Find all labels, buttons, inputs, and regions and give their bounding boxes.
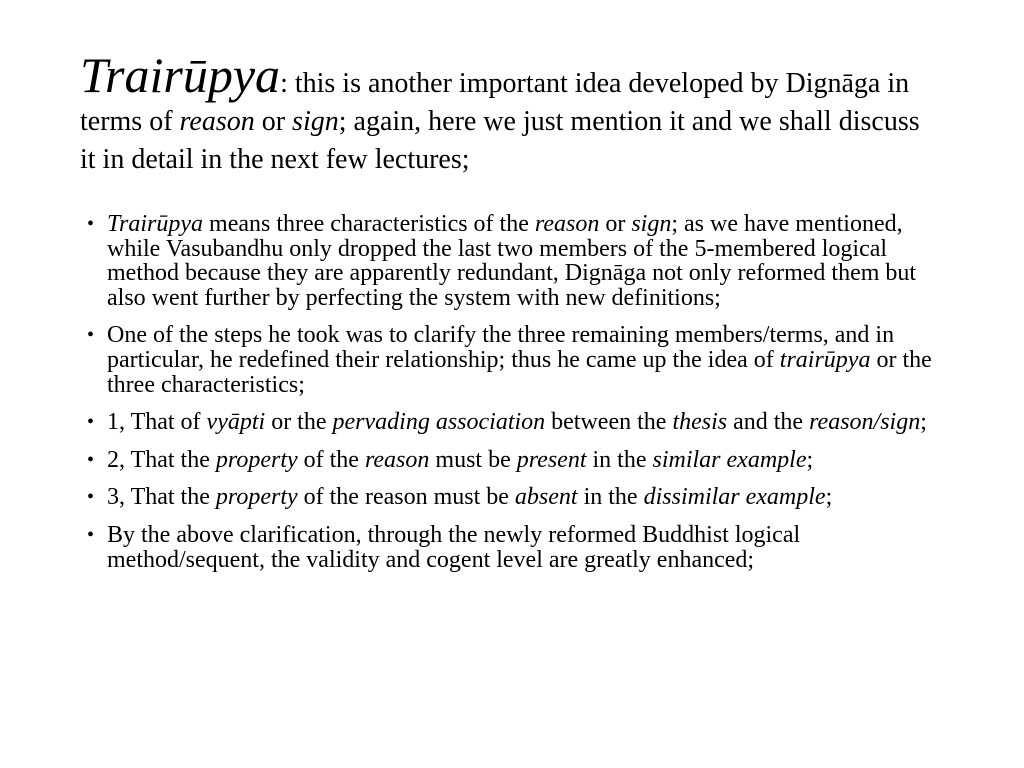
text-run: or <box>254 106 293 137</box>
italic-run: vyāpti <box>206 409 266 436</box>
text-run: means three characteristics of the <box>203 211 535 237</box>
text-run: or the three characteristics; <box>107 346 932 398</box>
text-run: 1, That of <box>107 409 207 436</box>
text-run: or the <box>265 409 333 436</box>
text-run: ; <box>806 446 814 473</box>
text-run: and the <box>727 409 810 436</box>
text-run: One of the steps he took was to clarify the three remaining members/terms, and in particular, he redefined their relationship; thus he came up the idea of <box>107 322 895 373</box>
text-run: of the <box>297 446 365 473</box>
italic-run: reason <box>364 446 430 473</box>
bullet-marker: • <box>87 324 95 347</box>
text-run: By the above clarification, through the newly reformed Buddhist logical method/sequent, the validity and cogent level are greatly enhanced; <box>107 521 801 573</box>
italic-run: similar example <box>652 446 807 473</box>
italic-run: reason/sign <box>809 409 921 436</box>
text-run: between the <box>545 409 673 436</box>
italic-run: property <box>215 446 298 473</box>
italic-run: present <box>516 446 587 473</box>
text-run: ; as we have mentioned, while Vasubandhu only dropped the last two members of the 5-membered logical method because they are apparently redundant, Dignāga not only reformed them but also went further by perfecting the system with new definitions; <box>107 211 917 311</box>
bullet-item <box>80 212 952 310</box>
bullet-text <box>107 448 952 473</box>
bullet-marker: • <box>87 411 95 434</box>
bullet-item <box>80 523 952 572</box>
italic-run: trairūpya <box>779 346 871 373</box>
bullet-marker: • <box>87 448 95 471</box>
bullet-item <box>80 410 952 435</box>
italic-run: sign <box>631 211 672 237</box>
text-run: ; <box>825 484 833 511</box>
slide-title <box>80 47 930 179</box>
text-run: must be <box>429 446 517 473</box>
bullet-item <box>80 485 952 510</box>
text-run: in the <box>586 446 653 473</box>
italic-run: reason <box>179 106 255 137</box>
text-run: : this is another important idea developed by Dignāga in terms of <box>80 68 910 137</box>
bullet-list <box>80 212 964 572</box>
italic-run: dissimilar example <box>643 484 826 511</box>
italic-run: sign <box>292 106 339 137</box>
text-run: in the <box>577 484 644 511</box>
text-run: ; again, here we just mention it and we shall discuss it in detail in the next few lectures; <box>80 106 920 175</box>
text-run: 3, That the <box>107 484 216 511</box>
bullet-text <box>107 323 952 397</box>
title-lead-word: Trairūpya <box>80 47 281 103</box>
bullet-text <box>107 410 952 435</box>
text-run: ; <box>920 409 927 436</box>
bullet-text <box>107 212 952 310</box>
italic-run: property <box>215 484 298 511</box>
bullet-marker: • <box>87 486 95 509</box>
text-run: or <box>599 211 632 237</box>
italic-run: thesis <box>672 409 728 436</box>
bullet-marker: • <box>87 523 95 546</box>
text-run: 2, That the <box>107 446 216 473</box>
italic-run: pervading association <box>332 409 546 436</box>
bullet-item <box>80 448 952 473</box>
bullet-text <box>107 485 952 510</box>
text-run: of the reason must be <box>297 484 515 511</box>
bullet-item <box>80 323 952 397</box>
italic-run: absent <box>514 484 578 511</box>
bullet-text <box>107 523 952 572</box>
bullet-marker: • <box>87 213 95 235</box>
italic-run: Trairūpya <box>107 211 204 237</box>
italic-run: reason <box>534 211 600 237</box>
